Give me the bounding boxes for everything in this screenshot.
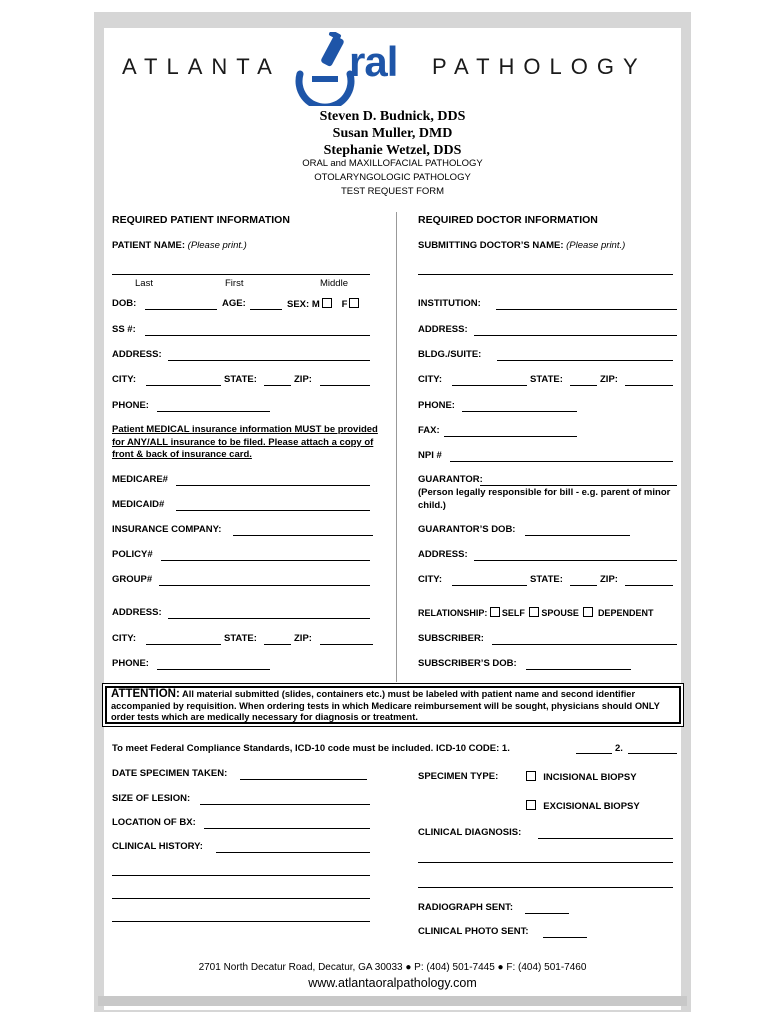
insurance-company-field[interactable] — [233, 535, 373, 536]
doctor-state-field[interactable] — [570, 385, 597, 386]
doctor-address-label: ADDRESS: — [418, 324, 468, 335]
age-label: AGE: — [222, 298, 246, 309]
guarantor-state-label: STATE: — [530, 574, 563, 585]
radiograph-label: RADIOGRAPH SENT: — [418, 902, 514, 913]
doctor-state-label: STATE: — [530, 374, 563, 385]
patient-name-label: PATIENT NAME: (Please print.) — [112, 240, 247, 251]
age-field[interactable] — [250, 309, 282, 310]
doctor-city-field[interactable] — [452, 385, 527, 386]
doctor-name: Susan Muller, DMD — [332, 126, 453, 141]
guarantor-city-label: CITY: — [418, 574, 443, 585]
insurance-phone-field[interactable] — [157, 669, 270, 670]
phone-label: PHONE: — [112, 400, 149, 411]
insurance-city-label: CITY: — [112, 633, 137, 644]
insurance-address-field[interactable] — [168, 618, 370, 619]
medicare-field[interactable] — [176, 485, 370, 486]
institution-field[interactable] — [496, 309, 677, 310]
address-label: ADDRESS: — [112, 349, 162, 360]
clinical-photo-field[interactable] — [543, 937, 587, 938]
location-field[interactable] — [204, 828, 370, 829]
clinical-diagnosis-line[interactable] — [418, 887, 673, 888]
subscriber-field[interactable] — [492, 644, 677, 645]
guarantor-dob-label: GUARANTOR’S DOB: — [418, 524, 516, 535]
state-field[interactable] — [264, 385, 291, 386]
lesion-size-field[interactable] — [200, 804, 370, 805]
subtitle: TEST REQUEST FORM — [340, 186, 445, 197]
logo-right-text: PATHOLOGY — [432, 54, 647, 79]
doctor-name-field[interactable] — [418, 274, 673, 275]
medicaid-label: MEDICAID# — [112, 499, 165, 510]
doctor-zip-label: ZIP: — [600, 374, 618, 385]
doctor-list — [94, 108, 691, 159]
zip-field[interactable] — [320, 385, 370, 386]
clinical-diagnosis-field[interactable] — [538, 838, 673, 839]
sex-m-checkbox[interactable] — [322, 298, 332, 308]
clinical-diagnosis-label: CLINICAL DIAGNOSIS: — [418, 827, 522, 838]
subscriber-dob-label: SUBSCRIBER’S DOB: — [418, 658, 517, 669]
npi-label: NPI # — [418, 450, 442, 461]
icd-code-1-field[interactable] — [576, 753, 612, 754]
doctor-name-label: SUBMITTING DOCTOR’S NAME: (Please print.) — [418, 240, 626, 251]
insurance-zip-label: ZIP: — [294, 633, 312, 644]
dob-label: DOB: — [112, 298, 137, 309]
guarantor-label: GUARANTOR: — [418, 474, 483, 485]
doctor-phone-field[interactable] — [462, 411, 577, 412]
insurance-address-label: ADDRESS: — [112, 607, 162, 618]
guarantor-field[interactable] — [480, 485, 677, 486]
doctor-name: Steven D. Budnick, DDS — [319, 109, 466, 124]
ss-field[interactable] — [145, 335, 370, 336]
insurance-zip-field[interactable] — [320, 644, 373, 645]
insurance-state-field[interactable] — [264, 644, 291, 645]
icd-code-2-label: 2. — [615, 743, 623, 754]
doctor-city-label: CITY: — [418, 374, 443, 385]
doctor-phone-label: PHONE: — [418, 400, 455, 411]
guarantor-dob-field[interactable] — [525, 535, 630, 536]
subscriber-label: SUBSCRIBER: — [418, 633, 484, 644]
policy-field[interactable] — [161, 560, 370, 561]
city-field[interactable] — [146, 385, 221, 386]
bldg-field[interactable] — [497, 360, 673, 361]
column-divider — [396, 212, 397, 682]
clinical-photo-label: CLINICAL PHOTO SENT: — [418, 926, 529, 937]
date-taken-label: DATE SPECIMEN TAKEN: — [112, 768, 228, 779]
logo — [122, 32, 652, 106]
clinical-history-line[interactable] — [112, 875, 370, 876]
self-checkbox[interactable] — [490, 607, 500, 617]
insurance-phone-label: PHONE: — [112, 658, 149, 669]
dependent-checkbox[interactable] — [583, 607, 593, 617]
guarantor-note: (Person legally responsible for bill - e.g. parent of minor child.) — [418, 487, 671, 511]
institution-label: INSTITUTION: — [418, 298, 481, 309]
patient-heading: REQUIRED PATIENT INFORMATION — [112, 214, 290, 226]
guarantor-zip-field[interactable] — [625, 585, 673, 586]
clinical-history-label: CLINICAL HISTORY: — [112, 841, 203, 852]
guarantor-zip-label: ZIP: — [600, 574, 618, 585]
last-name-caption: Last — [135, 278, 153, 289]
excisional-option: EXCISIONAL BIOPSY — [524, 800, 640, 812]
medicare-label: MEDICARE# — [112, 474, 168, 485]
insurance-city-field[interactable] — [146, 644, 221, 645]
doctor-name: Stephanie Wetzel, DDS — [323, 143, 462, 158]
middle-name-caption: Middle — [320, 278, 348, 289]
patient-name-field[interactable] — [112, 274, 370, 275]
subscriber-dob-field[interactable] — [526, 669, 631, 670]
icd-code-2-field[interactable] — [628, 753, 677, 754]
footer-bar — [98, 996, 687, 1006]
zip-label: ZIP: — [294, 374, 312, 385]
relationship-row: RELATIONSHIP: SELF SPOUSE DEPENDENT — [418, 608, 654, 618]
sex-f-checkbox[interactable] — [349, 298, 359, 308]
excisional-checkbox[interactable] — [526, 800, 536, 810]
first-name-caption: First — [225, 278, 244, 289]
city-label: CITY: — [112, 374, 137, 385]
location-label: LOCATION OF BX: — [112, 817, 196, 828]
icd-code-row: To meet Federal Compliance Standards, ICD-10 code must be included. ICD-10 CODE: 1. — [112, 743, 510, 754]
guarantor-city-field[interactable] — [452, 585, 527, 586]
insurance-note: Patient MEDICAL insurance information MUST be provided for ANY/ALL insurance to be filed. Please attach a copy of front & back of insurance card. — [112, 424, 378, 460]
form-subtitles — [94, 157, 691, 199]
clinical-history-line[interactable] — [112, 898, 370, 899]
fax-field[interactable] — [444, 436, 577, 437]
insurance-state-label: STATE: — [224, 633, 257, 644]
doctor-heading: REQUIRED DOCTOR INFORMATION — [418, 214, 598, 226]
subtitle: OTOLARYNGOLOGIC PATHOLOGY — [314, 172, 471, 183]
doctor-zip-field[interactable] — [625, 385, 673, 386]
group-label: GROUP# — [112, 574, 153, 585]
guarantor-address-label: ADDRESS: — [418, 549, 468, 560]
fax-label: FAX: — [418, 425, 440, 436]
logo-mid-text: ral — [349, 38, 398, 85]
group-field[interactable] — [159, 585, 370, 586]
doctor-address-field[interactable] — [474, 335, 677, 336]
phone-field[interactable] — [157, 411, 270, 412]
state-label: STATE: — [224, 374, 257, 385]
clinical-diagnosis-line[interactable] — [418, 862, 673, 863]
sex-label: SEX: M F — [287, 298, 361, 310]
bldg-label: BLDG./SUITE: — [418, 349, 482, 360]
guarantor-state-field[interactable] — [570, 585, 597, 586]
incisional-option: INCISIONAL BIOPSY — [524, 771, 637, 783]
dob-field[interactable] — [145, 309, 217, 310]
attention-box — [105, 686, 681, 724]
radiograph-field[interactable] — [525, 913, 569, 914]
subtitle: ORAL and MAXILLOFACIAL PATHOLOGY — [302, 158, 483, 169]
attention-text: ATTENTION: All material submitted (slides, containers etc.) must be labeled with patient name and second identifier accompanied by requisition. When ordering tests in which Medicare reimbursement will be sought, physicians should ONLY order tests which are medically necessary for diagnosis or treatment. — [111, 688, 660, 722]
specimen-type-label: SPECIMEN TYPE: — [418, 771, 499, 782]
guarantor-address-field[interactable] — [474, 560, 677, 561]
ss-label: SS #: — [112, 324, 136, 335]
npi-field[interactable] — [450, 461, 673, 462]
clinical-history-line[interactable] — [112, 921, 370, 922]
lesion-size-label: SIZE OF LESION: — [112, 793, 191, 804]
medicaid-field[interactable] — [176, 510, 370, 511]
insurance-company-label: INSURANCE COMPANY: — [112, 524, 222, 535]
address-field[interactable] — [168, 360, 370, 361]
logo-left-text: ATLANTA — [122, 54, 281, 79]
footer-address: 2701 North Decatur Road, Decatur, GA 30033 ● P: (404) 501-7445 ● F: (404) 501-7460 — [198, 962, 587, 973]
footer-website[interactable]: www.atlantaoralpathology.com — [308, 976, 477, 990]
spouse-checkbox[interactable] — [529, 607, 539, 617]
date-taken-field[interactable] — [240, 779, 367, 780]
clinical-history-field[interactable] — [216, 852, 370, 853]
policy-label: POLICY# — [112, 549, 153, 560]
incisional-checkbox[interactable] — [526, 771, 536, 781]
